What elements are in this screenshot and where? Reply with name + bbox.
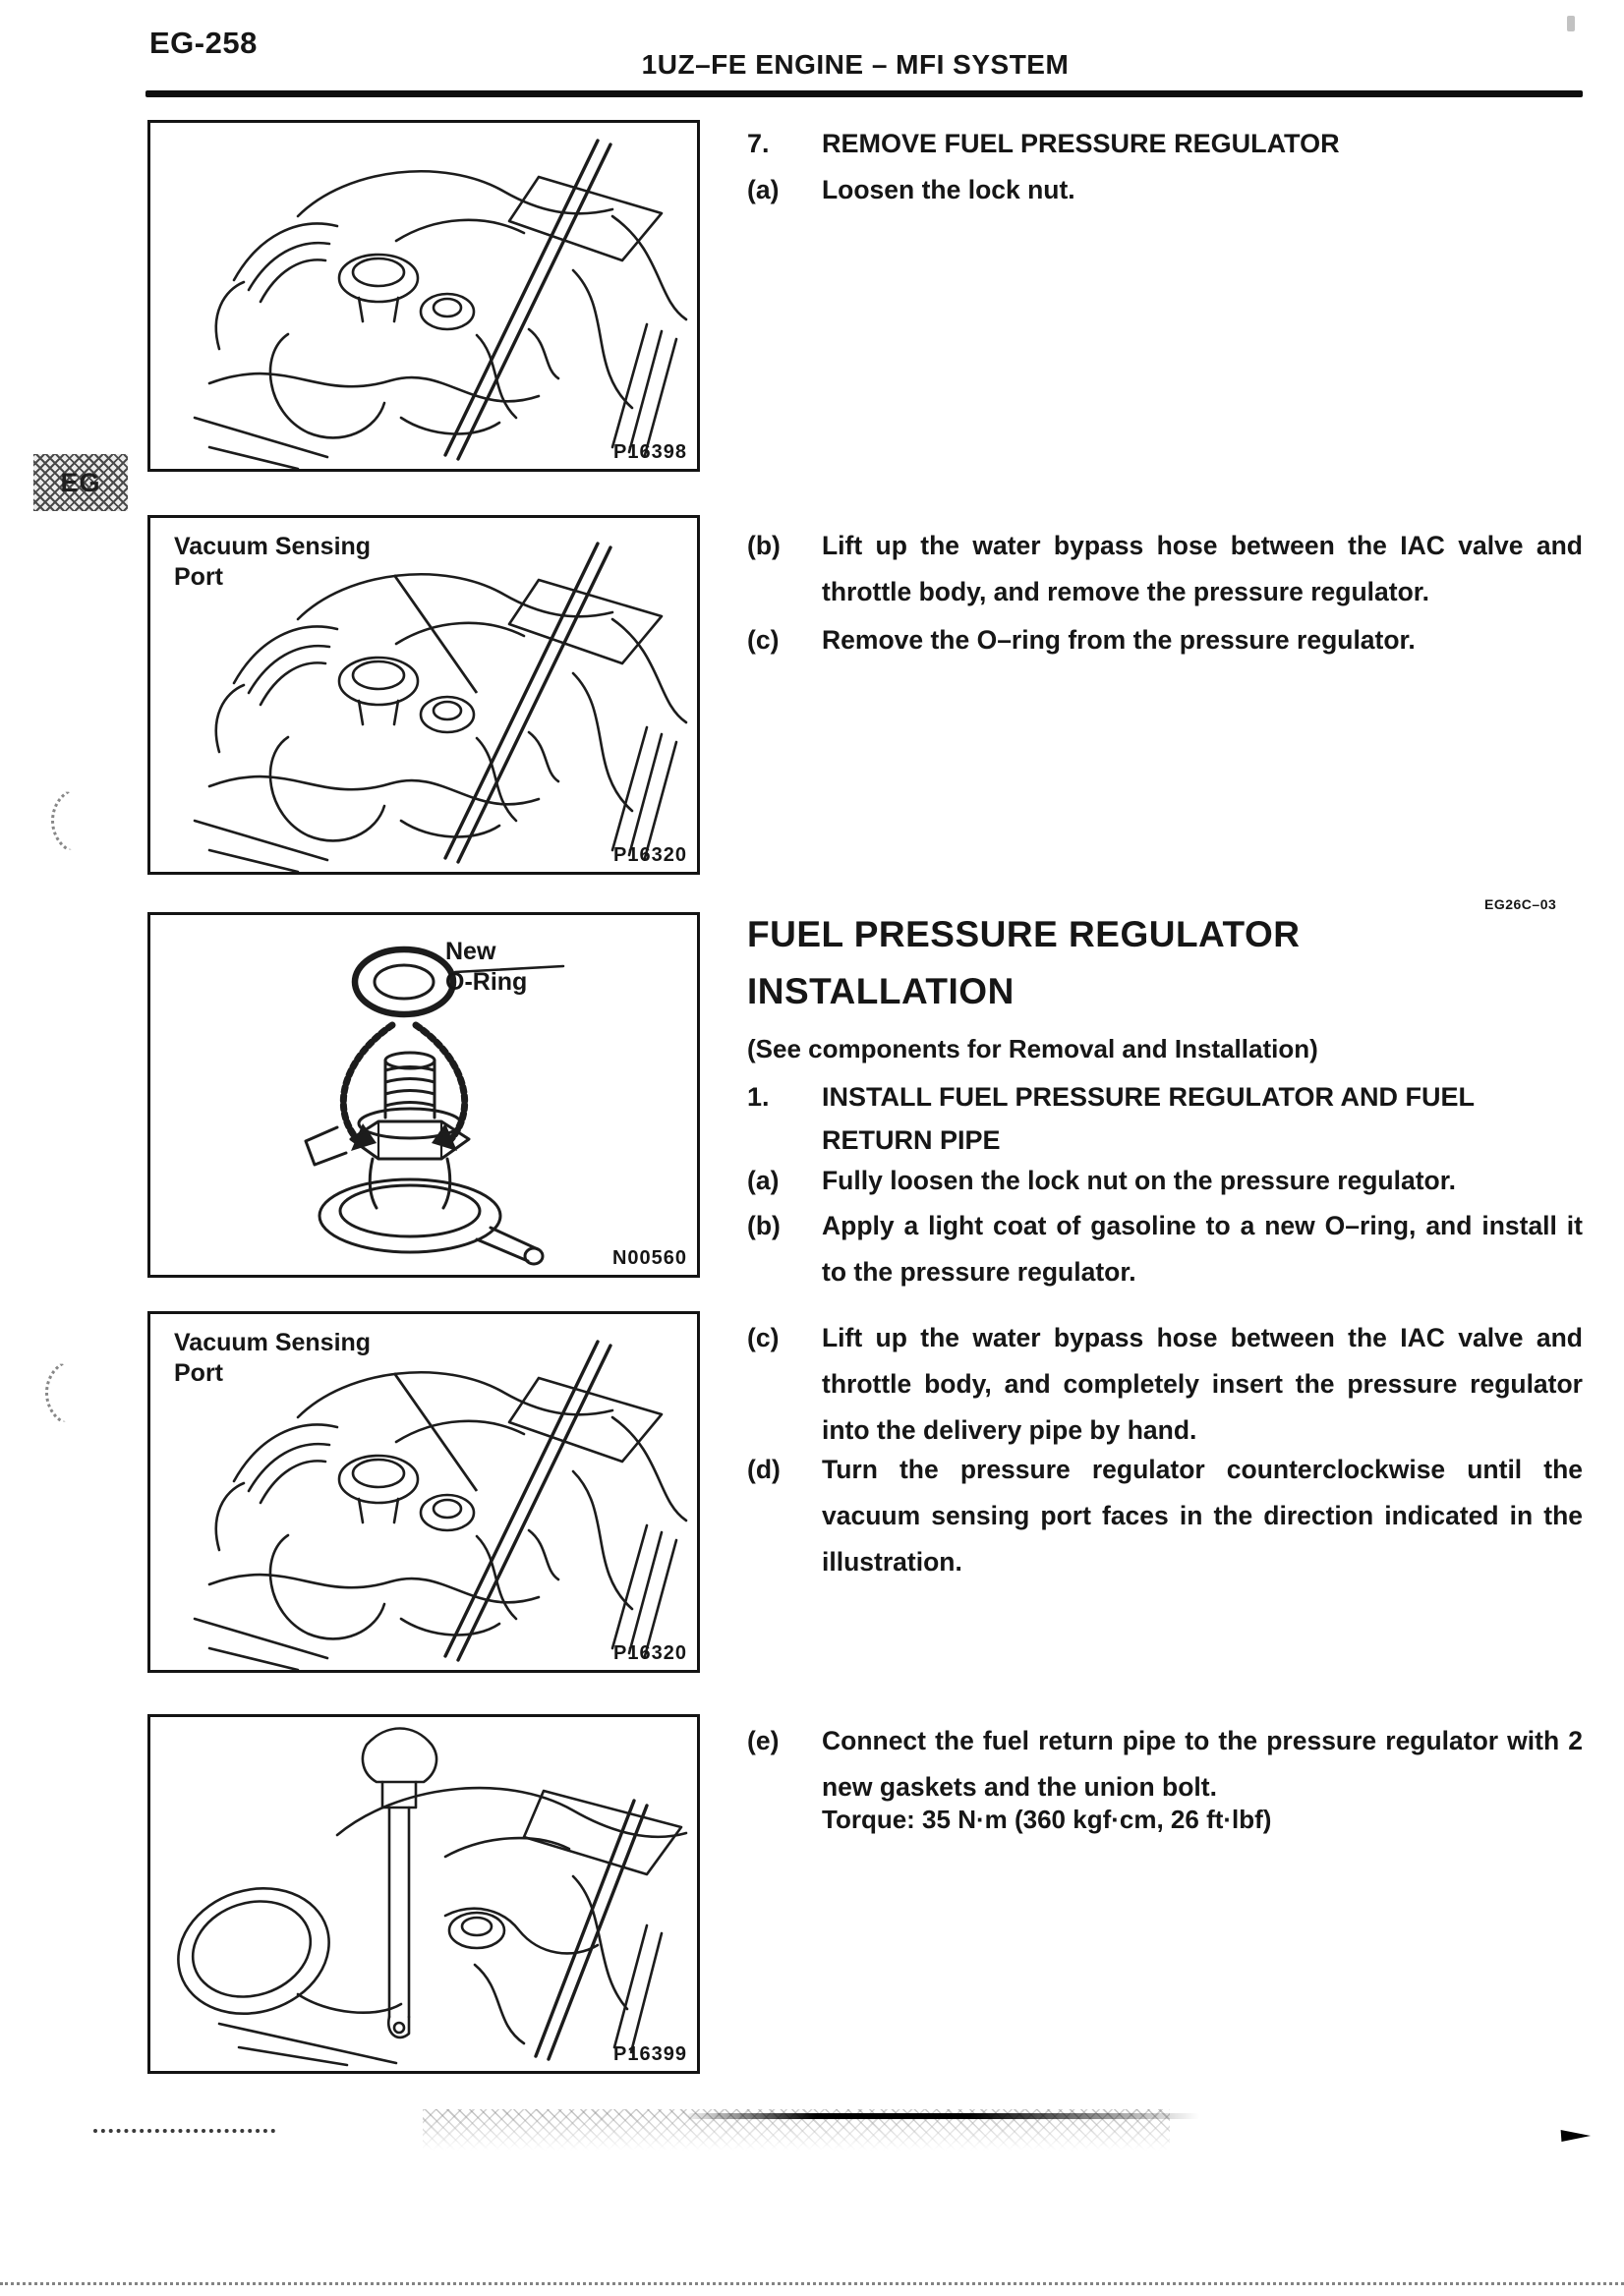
scan-artifact <box>1567 16 1575 31</box>
scan-artifact-dotted-line <box>93 2129 275 2133</box>
installation-title <box>747 906 1300 1020</box>
callout-vacuum-sensing-port: Vacuum Sensing Port <box>174 1329 372 1388</box>
figure-vacuum-sensing-port-install <box>147 1311 700 1673</box>
figure-code: N00560 <box>611 1247 687 1269</box>
callout-line-2: O-Ring <box>445 968 528 997</box>
section-tab <box>33 454 128 511</box>
item-tag: (c) <box>747 625 780 655</box>
callout-new-o-ring <box>445 937 622 999</box>
figure-remove-regulator <box>147 120 700 472</box>
install-item-a <box>747 1158 1583 1204</box>
figure-code: P16320 <box>613 844 687 866</box>
install-item-c <box>747 1315 1583 1454</box>
figure-code: P16399 <box>613 2043 687 2065</box>
figure-code: P16320 <box>613 1642 687 1664</box>
step-1-heading <box>747 1075 1520 1162</box>
page-title: 1UZ–FE ENGINE – MFI SYSTEM <box>641 49 1070 80</box>
step-number: 7. <box>747 129 770 158</box>
install-item-d <box>747 1447 1583 1585</box>
removal-item-c <box>747 617 1583 663</box>
callout-line-1: New <box>445 938 496 965</box>
item-tag: (d) <box>747 1455 781 1484</box>
scan-artifact-arc <box>51 786 114 855</box>
callout-vacuum-sensing-port: Vacuum Sensing Port <box>174 533 372 592</box>
step-title: INSTALL FUEL PRESSURE REGULATOR AND FUEL RETURN PIPE <box>822 1082 1475 1155</box>
figure-torque-union-bolt <box>147 1714 700 2074</box>
item-text: Connect the fuel return pipe to the pressure regulator with 2 new gaskets and the union bolt. <box>822 1726 1583 1802</box>
figure-new-o-ring <box>147 912 700 1278</box>
torque-wrench-illustration <box>150 1717 697 2071</box>
torque-spec: Torque: 35 N·m (360 kgf·cm, 26 ft·lbf) <box>822 1805 1272 1834</box>
install-item-e <box>747 1718 1583 1810</box>
removal-item-b <box>747 523 1583 615</box>
figure-code: P16398 <box>613 441 687 463</box>
step-title: REMOVE FUEL PRESSURE REGULATOR <box>822 129 1340 158</box>
installation-title-line-2: INSTALLATION <box>747 971 1015 1011</box>
item-text: Remove the O–ring from the pressure regulator. <box>822 625 1416 655</box>
item-text: Lift up the water bypass hose between the IAC valve and throttle body, and remove the pressure regulator. <box>822 531 1583 606</box>
step-7-heading <box>747 122 1520 165</box>
item-text: Turn the pressure regulator counterclockwise until the vacuum sensing port faces in the direction indicated in the illustration. <box>822 1455 1583 1577</box>
engine-illustration <box>150 123 697 469</box>
item-tag: (c) <box>747 1323 780 1352</box>
item-tag: (b) <box>747 531 781 560</box>
leader-line <box>394 1373 477 1491</box>
header-rule <box>145 90 1583 97</box>
scan-artifact-arc <box>45 1358 108 1427</box>
item-text: Lift up the water bypass hose between the IAC valve and throttle body, and completely insert the pressure regulator into the delivery pipe by hand. <box>822 1323 1583 1445</box>
step-number: 1. <box>747 1082 770 1112</box>
scan-artifact-bottom-edge <box>0 2282 1624 2285</box>
section-tab-label: EG <box>60 467 101 497</box>
section-reference-code: EG26C–03 <box>1484 896 1557 912</box>
item-text: Loosen the lock nut. <box>822 175 1075 204</box>
installation-title-line-1: FUEL PRESSURE REGULATOR <box>747 914 1301 954</box>
item-tag: (a) <box>747 175 780 204</box>
figure-vacuum-sensing-port <box>147 515 700 875</box>
install-item-b <box>747 1203 1583 1295</box>
item-tag: (e) <box>747 1726 780 1755</box>
see-components-note: (See components for Removal and Installation) <box>747 1034 1318 1063</box>
scan-artifact-streak <box>688 2113 1199 2119</box>
item-tag: (a) <box>747 1166 780 1195</box>
removal-item-a <box>747 167 1583 213</box>
scan-artifact-mark <box>1561 2128 1592 2142</box>
item-text: Apply a light coat of gasoline to a new O–ring, and install it to the pressure regulator. <box>822 1211 1583 1287</box>
page-number: EG-258 <box>149 26 258 60</box>
item-text: Fully loosen the lock nut on the pressure regulator. <box>822 1166 1456 1195</box>
item-tag: (b) <box>747 1211 781 1240</box>
